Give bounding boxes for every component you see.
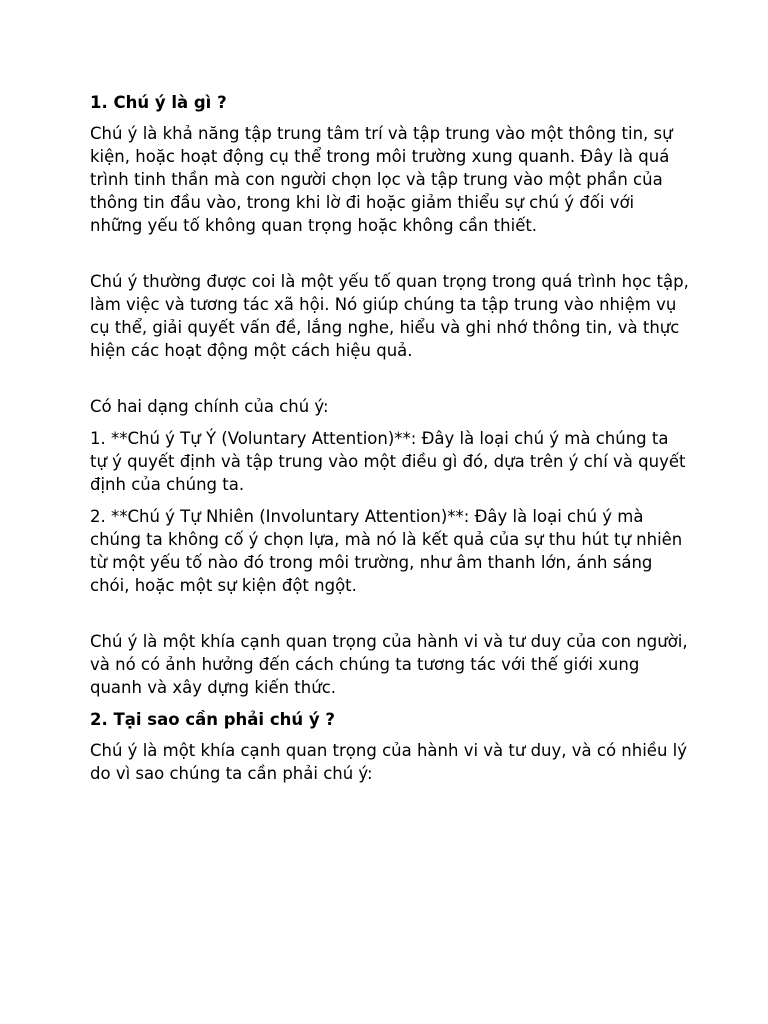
paragraph-spacer <box>90 699 690 708</box>
paragraph-spacer <box>90 362 690 395</box>
document-body <box>90 91 690 785</box>
paragraph-definition: Chú ý là khả năng tập trung tâm trí và tập trung vào một thông tin, sự kiện, hoặc hoạt động cụ thể trong môi trường xung quanh. Đây là quá trình tinh thần mà con người chọn lọc và tập trung vào một phần của thông tin đầu vào, trong khi lờ đi hoặc giảm thiểu sự chú ý đối với những yếu tố không quan trọng hoặc không cần thiết. <box>90 124 673 235</box>
list-item-voluntary: 1. **Chú ý Tự Ý (Voluntary Attention)**: Đây là loại chú ý mà chúng ta tự ý quyết định và tập trung vào một điều gì đó, dựa trên ý chí và quyết định của chúng ta. <box>90 429 686 494</box>
paragraph-spacer <box>90 418 690 427</box>
paragraph-types-intro: Có hai dạng chính của chú ý: <box>90 397 329 416</box>
paragraph-reasons-intro: Chú ý là một khía cạnh quan trọng của hành vi và tư duy, và có nhiều lý do vì sao chúng ta cần phải chú ý: <box>90 741 687 783</box>
paragraph-importance: Chú ý thường được coi là một yếu tố quan trọng trong quá trình học tập, làm việc và tương tác xã hội. Nó giúp chúng ta tập trung vào nhiệm vụ cụ thể, giải quyết vấn đề, lắng nghe, hiểu và ghi nhớ thông tin, và thực hiện các hoạt động một cách hiệu quả. <box>90 272 689 360</box>
section-heading-1: 1. Chú ý là gì ? <box>90 93 227 112</box>
paragraph-spacer <box>90 237 690 270</box>
section-heading-2: 2. Tại sao cần phải chú ý ? <box>90 710 335 729</box>
paragraph-spacer <box>90 496 690 505</box>
paragraph-spacer <box>90 597 690 630</box>
list-item-involuntary: 2. **Chú ý Tự Nhiên (Involuntary Attention)**: Đây là loại chú ý mà chúng ta không cố ý chọn lựa, mà nó là kết quả của sự thu hút tự nhiên từ một yếu tố nào đó trong môi trường, như âm thanh lớn, ánh sáng chói, hoặc một sự kiện đột ngột. <box>90 507 683 595</box>
paragraph-summary: Chú ý là một khía cạnh quan trọng của hành vi và tư duy của con người, và nó có ảnh hưởng đến cách chúng ta tương tác với thế giới xung quanh và xây dựng kiến thức. <box>90 632 688 697</box>
